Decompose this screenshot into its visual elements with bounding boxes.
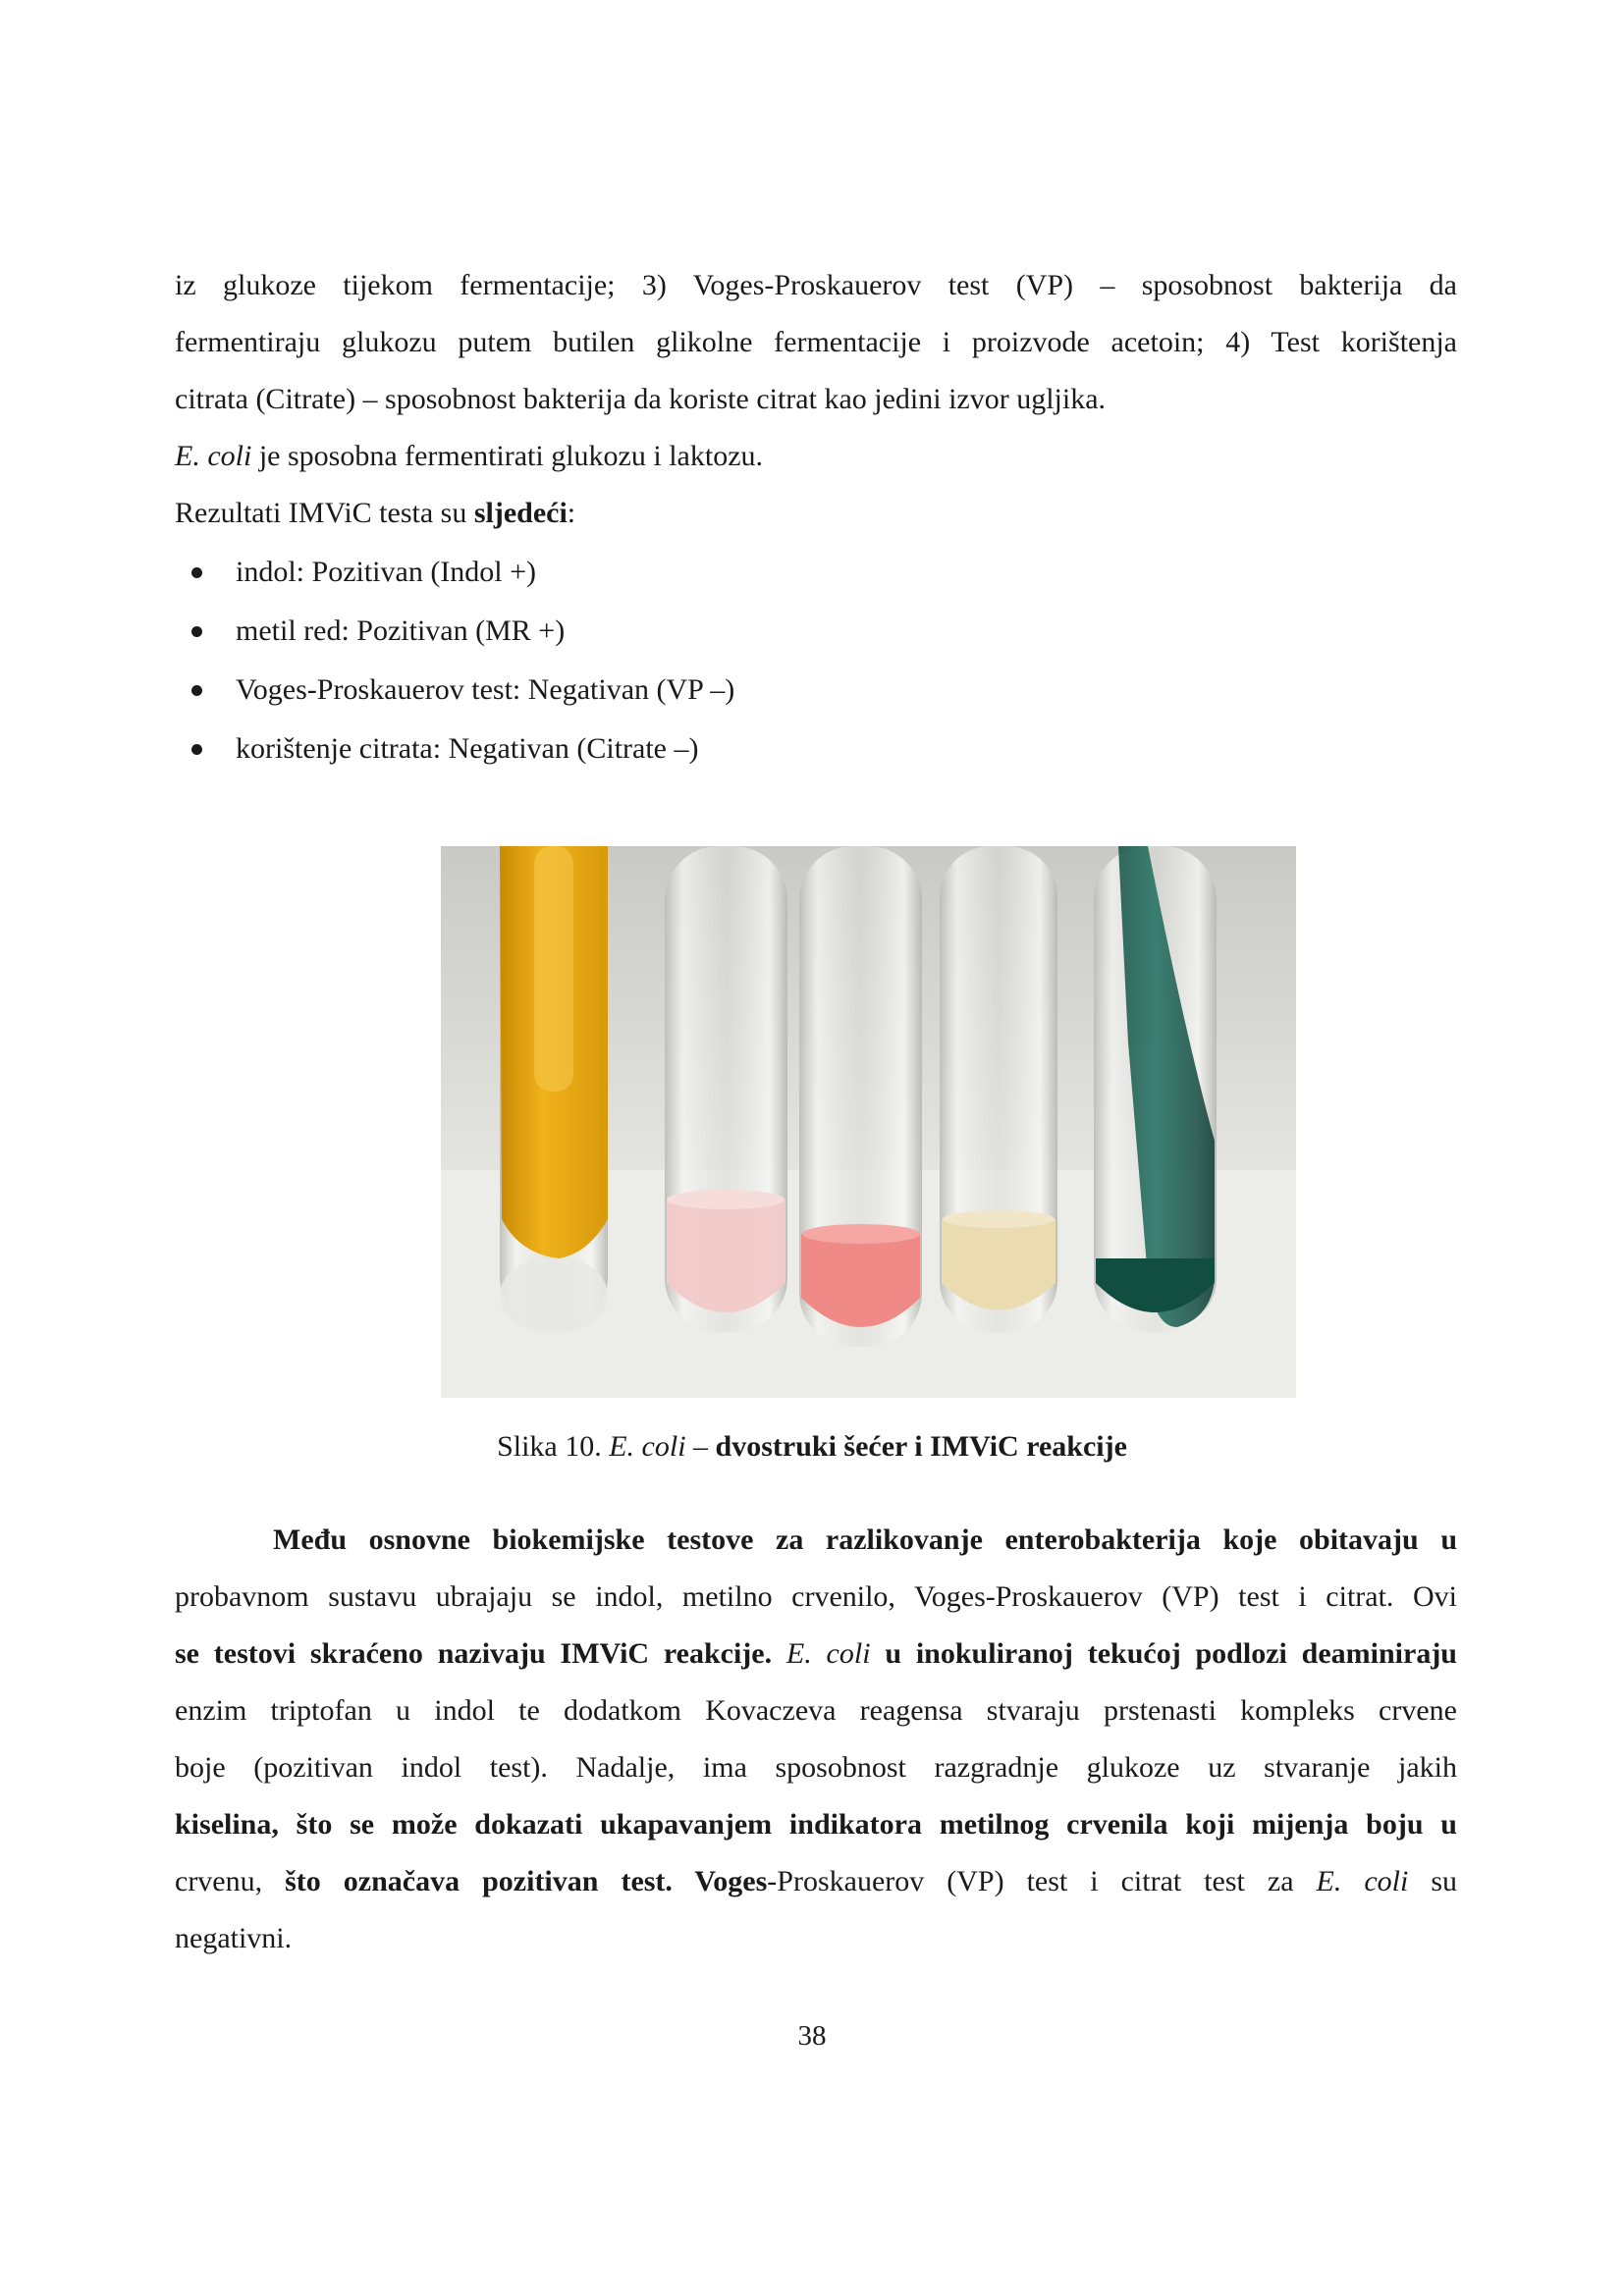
list-item-text: korištenje citrata: Negativan (Citrate –) xyxy=(236,732,699,765)
intro-line: fermentiraju glukozu putem butilen glikolne fermentacije i proizvode acetoin; 4) Test korištenja xyxy=(175,326,1457,358)
intro-paragraph xyxy=(175,257,1457,542)
results-colon: : xyxy=(567,497,576,529)
list-item xyxy=(175,602,734,661)
caption-dash: – xyxy=(685,1430,716,1463)
species-name: E. coli xyxy=(785,1637,871,1670)
page-number: 38 xyxy=(797,2020,827,2052)
caption-species: E. coli xyxy=(609,1430,686,1463)
bold-text: u inokuliranoj tekućoj podlozi deaminiraju xyxy=(870,1637,1457,1670)
results-list xyxy=(175,543,734,778)
figure-caption xyxy=(0,1427,1624,1467)
bold-text: što označava pozitivan test. Voges xyxy=(285,1865,768,1897)
results-text: Rezultati IMViC testa su xyxy=(175,497,474,529)
list-item-text: indol: Pozitivan (Indol +) xyxy=(236,556,537,588)
caption-title: dvostruki šećer i IMViC reakcije xyxy=(715,1430,1127,1463)
text: su xyxy=(1408,1865,1458,1897)
ecoli-line xyxy=(175,428,1457,485)
ecoli-text: je sposobna fermentirati glukozu i laktozu. xyxy=(251,440,764,472)
species-name: E. coli xyxy=(175,440,252,472)
intro-line: citrata (Citrate) – sposobnost bakterija da koriste citrat kao jedini izvor ugljika. xyxy=(175,383,1107,415)
bullet-icon xyxy=(191,685,202,696)
bullet-icon xyxy=(191,567,202,578)
intro-line: iz glukoze tijekom fermentacije; 3) Voges-Proskauerov test (VP) – sposobnost bakterija da xyxy=(175,269,1457,301)
bullet-icon xyxy=(191,626,202,637)
body-paragraph xyxy=(175,1512,1457,1967)
list-item xyxy=(175,661,734,720)
paragraph-line: boje (pozitivan indol test). Nadalje, ima sposobnost razgradnje glukoze uz stvaranje jakih xyxy=(175,1751,1457,1784)
list-item xyxy=(175,543,734,602)
paragraph-line xyxy=(175,1626,1457,1682)
list-item xyxy=(175,720,734,778)
results-line xyxy=(175,485,1457,542)
paragraph-line: kiselina, što se može dokazati ukapavanjem indikatora metilnog crvenila koji mijenja boju u xyxy=(175,1808,1457,1841)
paragraph-line: Među osnovne biokemijske testove za razlikovanje enterobakterija koje obitavaju u xyxy=(273,1523,1457,1556)
paragraph-line: probavnom sustavu ubrajaju se indol, metilno crvenilo, Voges-Proskauerov (VP) test i citrat. Ovi xyxy=(175,1580,1457,1613)
test-tubes-image xyxy=(441,846,1296,1398)
figure-test-tubes-photo xyxy=(441,846,1296,1398)
caption-prefix: Slika 10. xyxy=(497,1430,610,1463)
list-item-text: metil red: Pozitivan (MR +) xyxy=(236,614,566,647)
results-bold: sljedeći xyxy=(473,497,568,529)
text: -Proskauerov (VP) test i citrat test za xyxy=(767,1865,1317,1897)
list-item-text: Voges-Proskauerov test: Negativan (VP –) xyxy=(236,673,735,706)
paragraph-line xyxy=(175,1853,1457,1910)
text: crvenu, xyxy=(175,1865,286,1897)
paragraph-line: negativni. xyxy=(175,1922,293,1954)
species-name: E. coli xyxy=(1316,1865,1409,1897)
bold-text: se testovi skraćeno nazivaju IMViC reakcije. xyxy=(175,1637,786,1670)
bullet-icon xyxy=(191,744,202,755)
paragraph-line: enzim triptofan u indol te dodatkom Kovaczeva reagensa stvaraju prstenasti kompleks crvene xyxy=(175,1694,1457,1727)
